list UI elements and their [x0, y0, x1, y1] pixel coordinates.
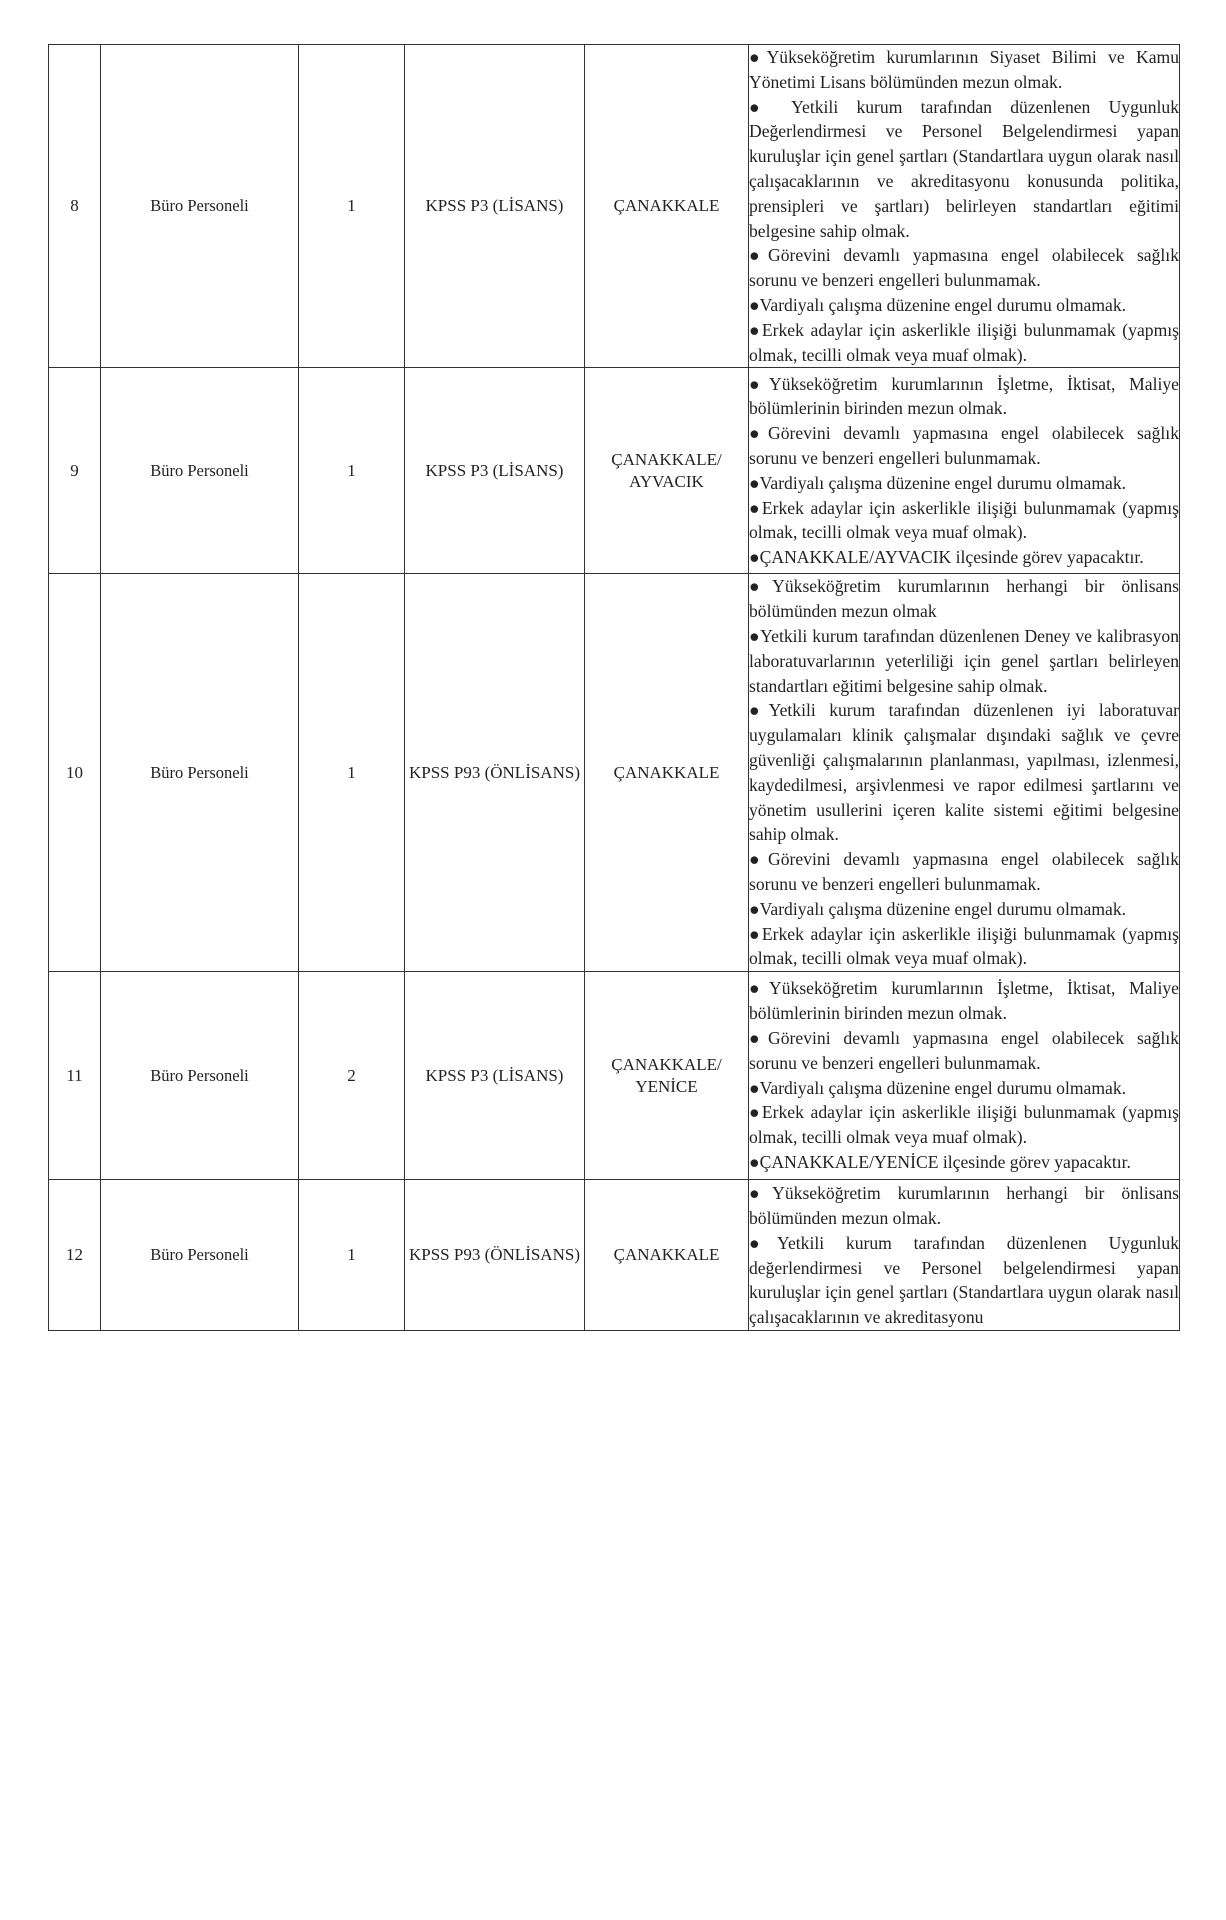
requirements-cell [749, 368, 1180, 574]
requirement-item: ●Görevini devamlı yapmasına engel olabilecek sağlık sorunu ve benzeri engelleri bulunmamak. [749, 423, 1179, 469]
requirement-item: ●ÇANAKKALE/YENİCE ilçesinde görev yapacaktır. [749, 1152, 1131, 1172]
position-count: 1 [347, 1245, 356, 1264]
requirement-item: ●Yetkili kurum tarafından düzenlenen Uygunluk değerlendirmesi ve Personel belgelendirmesi yapan kuruluşlar için genel şartları (Standartlara uygun olarak nasıl çalışacaklarının ve akreditasyonu [749, 1232, 1179, 1328]
table-row [49, 45, 1180, 368]
exam-type-cell [405, 1180, 585, 1331]
requirement-item: ●Görevini devamlı yapmasına engel olabilecek sağlık sorunu ve benzeri engelleri bulunmamak. [749, 245, 1179, 291]
work-location-cell [585, 45, 749, 368]
table-row [49, 1180, 1180, 1331]
work-location-cell [585, 368, 749, 574]
requirement-item: ●Vardiyalı çalışma düzenine engel durumu olmamak. [749, 1077, 1127, 1098]
position-title-cell [101, 972, 299, 1180]
requirement-item: ●Erkek adaylar için askerlikle ilişiği bulunmamak (yapmış olmak, tecilli olmak veya muaf olmak). [749, 1102, 1179, 1148]
position-title: Büro Personeli [150, 1245, 249, 1264]
table-row [49, 368, 1180, 574]
position-title-cell [101, 574, 299, 972]
requirement-item: ●Görevini devamlı yapmasına engel olabilecek sağlık sorunu ve benzeri engelleri bulunmamak. [749, 849, 1179, 894]
work-location: ÇANAKKALE [613, 1245, 720, 1264]
table-row [49, 972, 1180, 1180]
requirement-item: ●Görevini devamlı yapmasına engel olabilecek sağlık sorunu ve benzeri engelleri bulunmamak. [749, 1028, 1179, 1073]
row-number-cell [49, 368, 101, 574]
requirement-item: ●Yetkili kurum tarafından düzenlenen Deney ve kalibrasyon laboratuvarlarının yeterliliği için genel şartları belirleyen standartları eğitimi belgesine sahip olmak. [749, 625, 1179, 696]
position-count-cell [299, 972, 405, 1180]
requirement-item: ●Vardiyalı çalışma düzenine engel durumu olmamak. [749, 472, 1127, 493]
exam-type: KPSS P3 (LİSANS) [425, 196, 564, 216]
work-location: ÇANAKKALE [613, 762, 720, 782]
requirements-cell [749, 972, 1180, 1180]
requirement-item: ●Erkek adaylar için askerlikle ilişiği bulunmamak (yapmış olmak, tecilli olmak veya muaf olmak). [749, 923, 1179, 969]
exam-type-cell [405, 368, 585, 574]
requirement-item: ●Erkek adaylar için askerlikle ilişiği bulunmamak (yapmış olmak, tecilli olmak veya muaf olmak). [749, 497, 1179, 543]
position-title: Büro Personeli [150, 1065, 249, 1085]
row-number-cell [49, 45, 101, 368]
row-number-cell [49, 972, 101, 1180]
position-title-cell [101, 1180, 299, 1331]
row-number-cell [49, 1180, 101, 1331]
work-location-cell [585, 574, 749, 972]
requirement-item: ● Yetkili kurum tarafından düzenlenen Uygunluk Değerlendirmesi ve Personel Belgelendirmesi yapan kuruluşlar için genel şartları (Standartlara uygun olarak nasıl çalışacaklarının ve akreditasyonu konusunda politika, prensipleri ve şartları) belirleyen standartları eğitimi belgesine sahip olmak. [749, 96, 1179, 241]
requirements-cell [749, 1180, 1180, 1331]
requirement-item: ●Yükseköğretim kurumlarının herhangi bir önlisans bölümünden mezun olmak [749, 576, 1179, 622]
exam-type-cell [405, 972, 585, 1180]
position-count: 1 [347, 460, 356, 480]
requirements-cell [749, 45, 1180, 368]
table-row [49, 574, 1180, 972]
position-title: Büro Personeli [150, 460, 249, 480]
requirement-item: ●Yükseköğretim kurumlarının herhangi bir önlisans bölümünden mezun olmak. [749, 1183, 1179, 1228]
exam-type: KPSS P93 (ÖNLİSANS) [409, 762, 580, 782]
work-location-cell [585, 1180, 749, 1331]
positions-table-body [49, 45, 1180, 1331]
requirement-item: ●Erkek adaylar için askerlikle ilişiği bulunmamak (yapmış olmak, tecilli olmak veya muaf olmak). [749, 319, 1179, 365]
position-title: Büro Personeli [150, 196, 249, 216]
position-count-cell [299, 368, 405, 574]
position-count: 1 [347, 762, 356, 782]
position-count-cell [299, 574, 405, 972]
work-location-cell [585, 972, 749, 1180]
work-location: ÇANAKKALE/ YENİCE [611, 1054, 722, 1096]
position-count-cell [299, 45, 405, 368]
work-location: ÇANAKKALE/ AYVACIK [611, 449, 722, 491]
row-number: 9 [70, 460, 79, 480]
requirement-item: ●Vardiyalı çalışma düzenine engel durumu olmamak. [749, 898, 1127, 919]
position-count-cell [299, 1180, 405, 1331]
requirement-item: ●Yetkili kurum tarafından düzenlenen iyi laboratuvar uygulamaları klinik çalışmalar dışındaki sağlık ve çevre güvenliği çalışmalarının planlanması, yapılması, izlenmesi, kaydedilmesi, arşivlenmesi ve rapor edilmesi şartlarını ve yönetim usullerini içeren kalite sistemi eğitimi belgesine sahip olmak. [749, 700, 1179, 845]
position-title: Büro Personeli [150, 762, 249, 782]
exam-type: KPSS P3 (LİSANS) [425, 460, 564, 480]
exam-type: KPSS P93 (ÖNLİSANS) [409, 1245, 580, 1264]
requirements-cell [749, 574, 1180, 972]
position-title-cell [101, 45, 299, 368]
exam-type-cell [405, 45, 585, 368]
exam-type: KPSS P3 (LİSANS) [425, 1065, 564, 1085]
row-number: 10 [66, 762, 83, 782]
row-number: 12 [66, 1245, 83, 1264]
work-location: ÇANAKKALE [613, 196, 720, 216]
exam-type-cell [405, 574, 585, 972]
position-count: 2 [347, 1065, 356, 1085]
positions-table [48, 44, 1180, 1331]
row-number: 8 [70, 196, 79, 216]
requirement-item: ●Yükseköğretim kurumlarının Siyaset Bilimi ve Kamu Yönetimi Lisans bölümünden mezun olmak. [749, 47, 1179, 92]
row-number: 11 [66, 1065, 83, 1085]
requirement-item: ●Vardiyalı çalışma düzenine engel durumu olmamak. [749, 294, 1127, 315]
position-title-cell [101, 368, 299, 574]
requirement-item: ●ÇANAKKALE/AYVACIK ilçesinde görev yapacaktır. [749, 547, 1144, 568]
requirement-item: ●Yükseköğretim kurumlarının İşletme, İktisat, Maliye bölümlerinin birinden mezun olmak. [749, 373, 1179, 419]
row-number-cell [49, 574, 101, 972]
requirement-item: ●Yükseköğretim kurumlarının İşletme, İktisat, Maliye bölümlerinin birinden mezun olmak. [749, 978, 1179, 1024]
position-count: 1 [347, 196, 356, 216]
